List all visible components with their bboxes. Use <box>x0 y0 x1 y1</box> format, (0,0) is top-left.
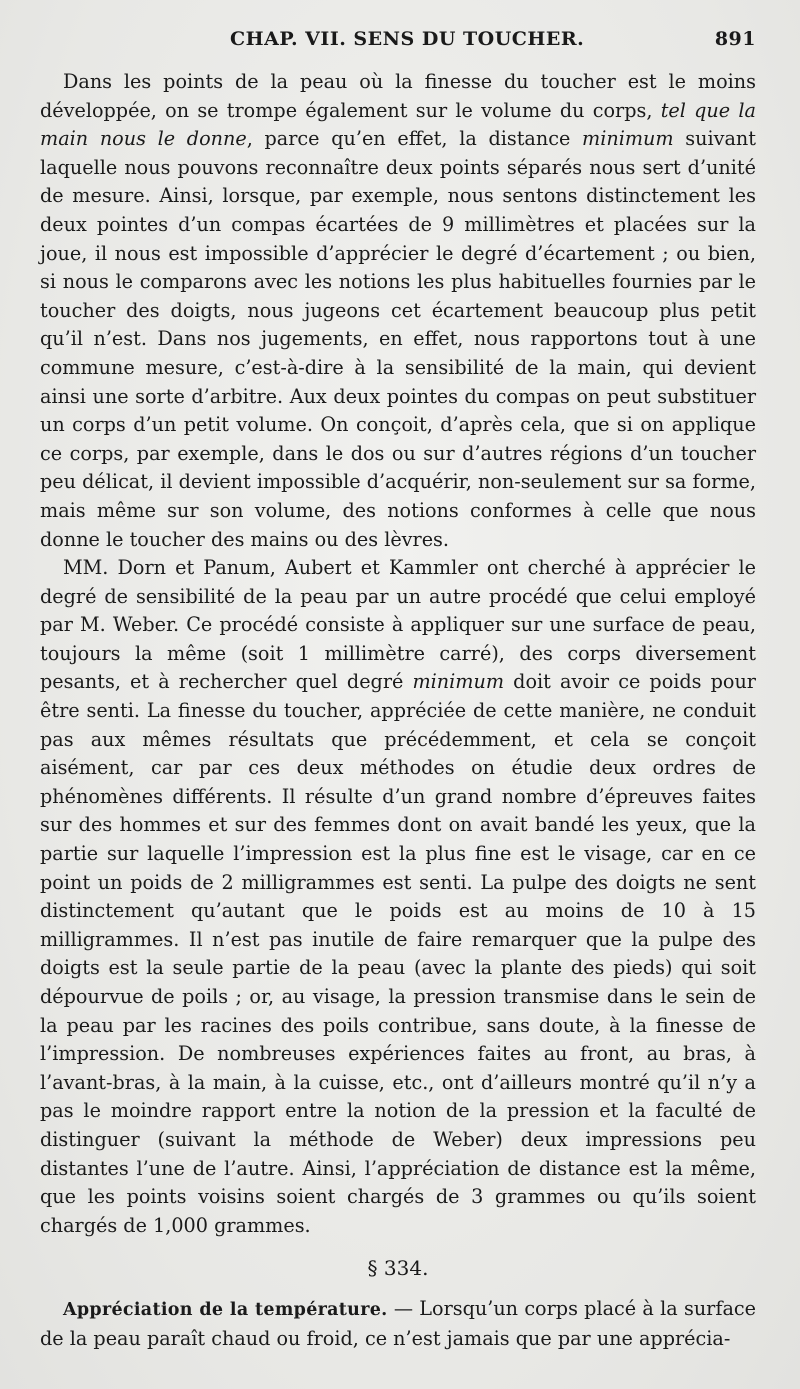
paragraph-text: Dans les points de la peau où la finesse du toucher est le moins développée, on se trompe également sur le volume du corps, <box>40 70 756 122</box>
paragraph-text: suivant laquelle nous pouvons reconnaître deux points séparés nous sert d’unité de mesure. Ainsi, lorsque, par exemple, nous sentons distinctement les deux pointes d’un compas écartées de 9 millimètres et placées sur la joue, il nous est impossible d’apprécier le degré d’écartement ; ou bien, si nous le comparons avec les notions les plus habituelles fournies par le toucher des doigts, nous jugeons cet écartement beaucoup plus petit qu’il n’est. Dans nos jugements, en effet, nous rapportons tout à une commune mesure, c’est-à-dire à la sensibilité de la main, qui devient ainsi une sorte d’arbitre. Aux deux pointes du compas on peut substituer un corps d’un petit volume. On conçoit, d’après cela, que si on applique ce corps, par exemple, dans le dos ou sur d’autres régions d’un toucher peu délicat, il devient impossible d’acquérir, non-seulement sur sa forme, mais même sur son volume, des notions conformes à celle que nous donne le toucher des mains ou des lèvres. <box>40 127 756 551</box>
paragraph-text: — Lorsqu’un corps placé à la surface de la peau paraît chaud ou froid, ce n’est jamais que par une apprécia- <box>40 1296 756 1350</box>
body-text <box>40 68 756 1353</box>
section-heading: Appréciation de la température. <box>63 1299 388 1320</box>
section-number: § 334. <box>367 1256 429 1281</box>
italic-phrase: tel que la main nous le donne <box>40 98 756 151</box>
italic-term: minimum <box>582 127 674 151</box>
paragraph-text: MM. Dorn et Panum, Aubert et Kammler ont cherché à apprécier le degré de sensibilité de la peau par un autre procédé que celui employé par M. Weber. Ce procédé consiste à appliquer sur une surface de peau, toujours la même (soit 1 millimètre carré), des corps diversement pesants, et à rechercher quel degré <box>40 556 756 694</box>
paragraph-weight-sensitivity <box>40 554 756 1240</box>
paragraph-temperature <box>40 1295 756 1353</box>
italic-term: minimum <box>412 670 505 694</box>
paragraph-text: , parce qu’en effet, la distance <box>246 127 583 151</box>
paragraph-text: doit avoir ce poids pour être senti. La finesse du toucher, appréciée de cette manière, ne conduit pas aux mêmes résultats que précédemment, et cela se conçoit aisément, car par ces deux méthodes on étudie deux ordres de phénomènes différents. Il résulte d’un grand nombre d’épreuves faites sur des hommes et sur des femmes dont on avait bandé les yeux, que la partie sur laquelle l’impression est la plus fine est le visage, car en ce point un poids de 2 milligrammes est senti. La pulpe des doigts ne sent distinctement qu’autant que le poids est au moins de 10 à 15 milligrammes. Il n’est pas inutile de faire remarquer que la pulpe des doigts est la seule partie de la peau (avec la plante des pieds) qui soit dépourvue de poils ; or, au visage, la pression transmise dans le sein de la peau par les racines des poils contribue, sans doute, à la finesse de l’impression. De nombreuses expériences faites au front, au bras, à l’avant-bras, à la main, à la cuisse, etc., ont d’ailleurs montré qu’il n’y a pas le moindre rapport entre la notion de la pression et la faculté de distinguer (suivant la méthode de Weber) deux impressions peu distantes l’une de l’autre. Ainsi, l’appréciation de distance est la même, que les points voisins soient chargés de 3 grammes ou qu’ils soient chargés de 1,000 grammes. <box>40 670 756 1237</box>
paragraph-volume-estimation <box>40 68 756 554</box>
chapter-title: CHAP. VII. SENS DU TOUCHER. <box>230 28 585 50</box>
running-head <box>40 28 756 68</box>
page-number: 891 <box>714 28 756 50</box>
